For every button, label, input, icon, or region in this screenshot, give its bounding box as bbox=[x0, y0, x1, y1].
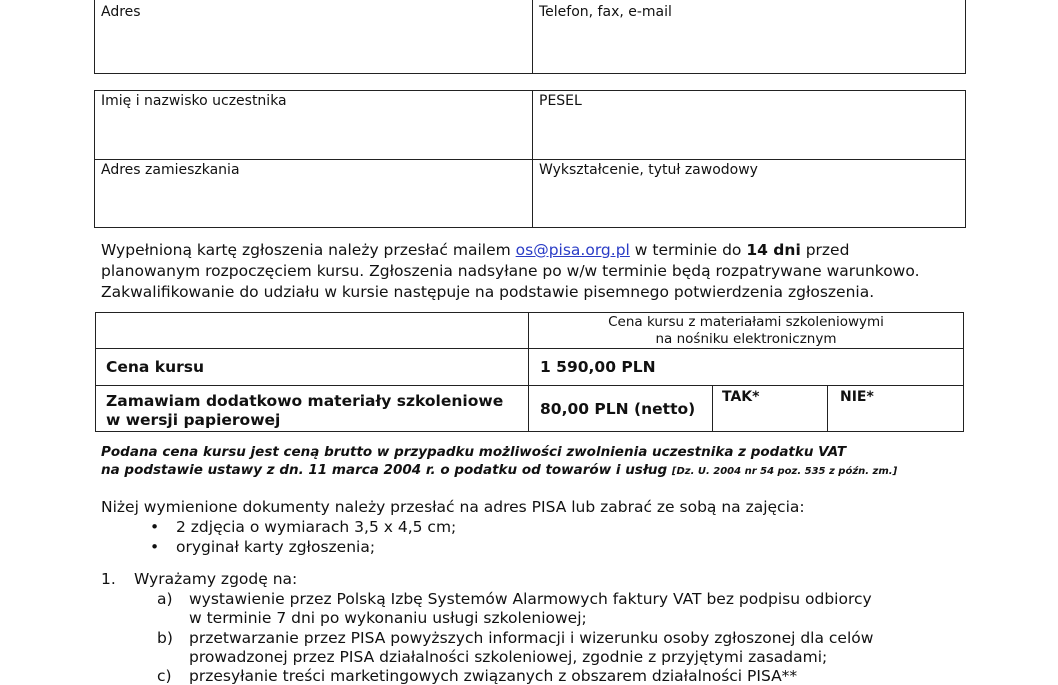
contact-field[interactable] bbox=[539, 4, 672, 20]
law-reference: [Dz. U. 2004 nr 54 poz. 535 z późn. zm.] bbox=[671, 466, 898, 477]
participant-row-divider bbox=[94, 159, 965, 160]
participant-name-field[interactable] bbox=[101, 93, 287, 109]
address-contact-table bbox=[94, 0, 966, 74]
price-note-line-1: Podana cena kursu jest ceną brutto w przypadku możliwości zwolnienia uczestnika z podatku VAT bbox=[101, 444, 847, 460]
education-label: Wykształcenie, tytuł zawodowy bbox=[539, 162, 758, 178]
contact-label: Telefon, fax, e-mail bbox=[539, 4, 672, 20]
instructions-line-1: Wypełnioną kartę zgłoszenia należy przesłać mailem os@pisa.org.pl w terminie do 14 dni przed bbox=[101, 241, 850, 259]
price-header-line-2: na nośniku elektronicznym bbox=[655, 331, 837, 347]
participant-name-label: Imię i nazwisko uczestnika bbox=[101, 93, 287, 109]
price-header bbox=[529, 314, 963, 348]
extra-materials-value: 80,00 PLN (netto) bbox=[540, 400, 696, 418]
extra-materials-label bbox=[106, 392, 503, 430]
course-price-label: Cena kursu bbox=[106, 358, 205, 376]
course-price-value: 1 590,00 PLN bbox=[540, 358, 656, 376]
price-header-line-1: Cena kursu z materiałami szkoleniowymi bbox=[608, 314, 884, 330]
no-col-divider bbox=[827, 385, 828, 431]
bullet-icon: • bbox=[150, 538, 160, 556]
price-note-line-2: na podstawie ustawy z dn. 11 marca 2004 r. o podatku od towarów i usług [Dz. U. 2004 nr 54 poz. 535 z późn. zm.] bbox=[101, 462, 898, 478]
instructions-paragraph bbox=[101, 240, 1001, 303]
extra-materials-line-1: Zamawiam dodatkowo materiały szkoleniowe bbox=[106, 392, 504, 410]
address-label: Adres bbox=[101, 4, 141, 20]
consent-item-b-continued: prowadzonej przez PISA działalności szkoleniowej, zgodnie z przyjętymi zasadami; bbox=[189, 648, 828, 666]
instructions-line-2: planowanym rozpoczęciem kursu. Zgłoszenia nadsyłane po w/w terminie będą rozpatrywane warunkowo. bbox=[101, 262, 920, 280]
home-address-label: Adres zamieszkania bbox=[101, 162, 240, 178]
pesel-label: PESEL bbox=[539, 93, 582, 109]
yes-option[interactable]: TAK* bbox=[722, 389, 760, 405]
deadline-text: 14 dni bbox=[746, 241, 801, 259]
document-item-2: • oryginał karty zgłoszenia; bbox=[150, 538, 376, 556]
email-link[interactable]: os@pisa.org.pl bbox=[515, 241, 630, 259]
education-field[interactable] bbox=[539, 162, 758, 178]
address-contact-divider bbox=[532, 0, 533, 73]
document-item-1: • 2 zdjęcia o wymiarach 3,5 x 4,5 cm; bbox=[150, 518, 457, 536]
pesel-field[interactable] bbox=[539, 93, 582, 109]
consent-heading: 1. Wyrażamy zgodę na: bbox=[101, 570, 298, 588]
consent-item-b: b) przetwarzanie przez PISA powyższych informacji i wizerunku osoby zgłoszonej dla celów bbox=[157, 629, 874, 647]
address-field[interactable] bbox=[101, 4, 141, 20]
price-row-divider-1 bbox=[95, 348, 963, 349]
no-option[interactable]: NIE* bbox=[840, 389, 874, 405]
price-note bbox=[101, 443, 1001, 481]
consent-item-a-continued: w terminie 7 dni po wykonaniu usługi szkoleniowej; bbox=[189, 609, 587, 627]
yes-col-divider bbox=[712, 385, 713, 431]
consent-item-c: c) przesyłanie treści marketingowych związanych z obszarem działalności PISA** bbox=[157, 667, 798, 685]
bullet-icon: • bbox=[150, 518, 160, 536]
documents-intro: Niżej wymienione dokumenty należy przesłać na adres PISA lub zabrać ze sobą na zajęcia: bbox=[101, 498, 805, 516]
instructions-line-3: Zakwalifikowanie do udziału w kursie następuje na podstawie pisemnego potwierdzenia zgłoszenia. bbox=[101, 283, 875, 301]
home-address-field[interactable] bbox=[101, 162, 240, 178]
extra-materials-line-2: w wersji papierowej bbox=[106, 411, 281, 429]
price-row-divider-2 bbox=[95, 385, 963, 386]
consent-item-a: a) wystawienie przez Polską Izbę Systemów Alarmowych faktury VAT bez podpisu odbiorcy bbox=[157, 590, 872, 608]
